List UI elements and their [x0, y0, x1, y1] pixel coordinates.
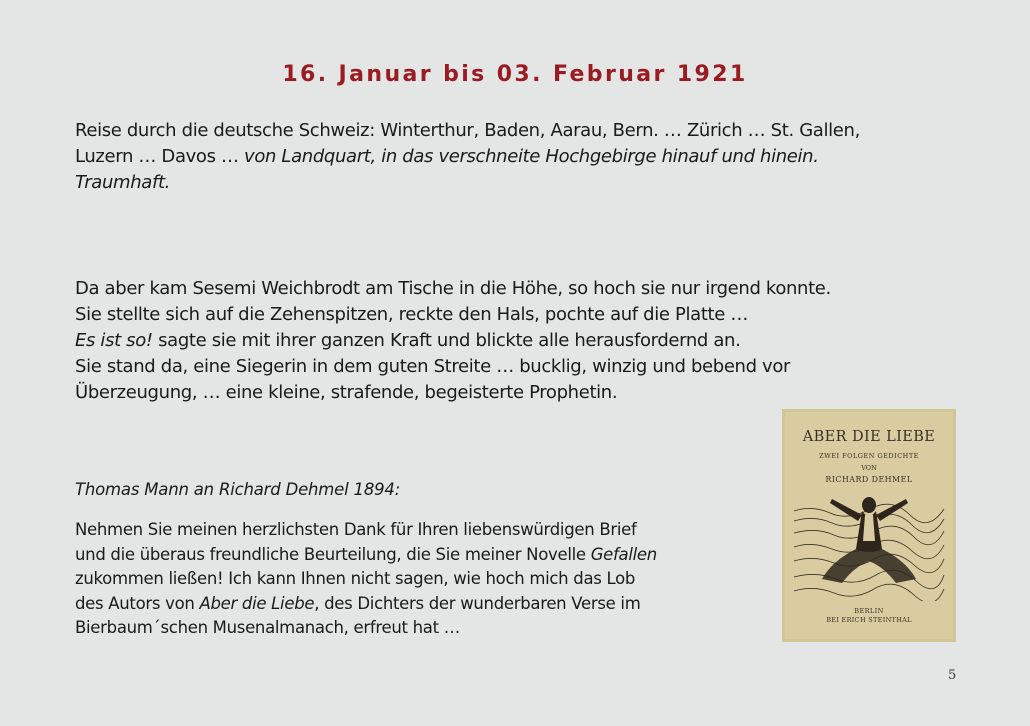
text-line: Überzeugung, … eine kleine, strafende, begeisterte Prophetin. — [75, 382, 618, 403]
book-cover-author: RICHARD DEHMEL — [825, 475, 913, 484]
book-cover-illustration — [792, 491, 946, 601]
text-line: zukommen ließen! Ich kann Ihnen nicht sagen, wie hoch mich das Lob — [75, 569, 636, 588]
text-line: Traumhaft. — [75, 172, 171, 193]
travel-paragraph — [75, 118, 860, 196]
novel-excerpt-paragraph — [75, 276, 831, 406]
text-line: Bierbaum´schen Musenalmanach, erfreut hat … — [75, 618, 460, 637]
text-line: Luzern … Davos … von Landquart, in das verschneite Hochgebirge hinauf und hinein. — [75, 146, 819, 167]
text-line: Da aber kam Sesemi Weichbrodt am Tische in die Höhe, so hoch sie nur irgend konnte. — [75, 278, 831, 299]
book-cover-title: ABER DIE LIEBE — [802, 429, 936, 445]
text-line: Sie stellte sich auf die Zehenspitzen, reckte den Hals, pochte auf die Platte … — [75, 304, 748, 325]
text-line: Es ist so! sagte sie mit ihrer ganzen Kraft und blickte alle herausfordernd an. — [75, 330, 741, 351]
book-cover-image — [782, 409, 956, 642]
letter-quote-paragraph — [75, 518, 657, 641]
book-cover-von: VON — [861, 464, 877, 472]
text-line: Nehmen Sie meinen herzlichsten Dank für Ihren liebenswürdigen Brief — [75, 520, 637, 539]
text-line: und die überaus freundliche Beurteilung, die Sie meiner Novelle Gefallen — [75, 544, 657, 564]
book-cover-subtitle: ZWEI FOLGEN GEDICHTE — [819, 452, 919, 460]
page-number: 5 — [948, 668, 957, 683]
text-line: des Autors von Aber die Liebe, des Dichters der wunderbaren Verse im — [75, 593, 641, 613]
quote-heading: Thomas Mann an Richard Dehmel 1894: — [75, 480, 401, 499]
book-cover-city: BERLIN — [854, 607, 884, 615]
text-line: Sie stand da, eine Siegerin in dem guten Streite … bucklig, winzig und bebend vor — [75, 356, 791, 377]
page-title: 16. Januar bis 03. Februar 1921 — [282, 62, 748, 87]
book-cover-publisher: BEI ERICH STEINTHAL — [826, 616, 912, 624]
text-line: Reise durch die deutsche Schweiz: Winterthur, Baden, Aarau, Bern. … Zürich … St. Gallen, — [75, 120, 860, 141]
